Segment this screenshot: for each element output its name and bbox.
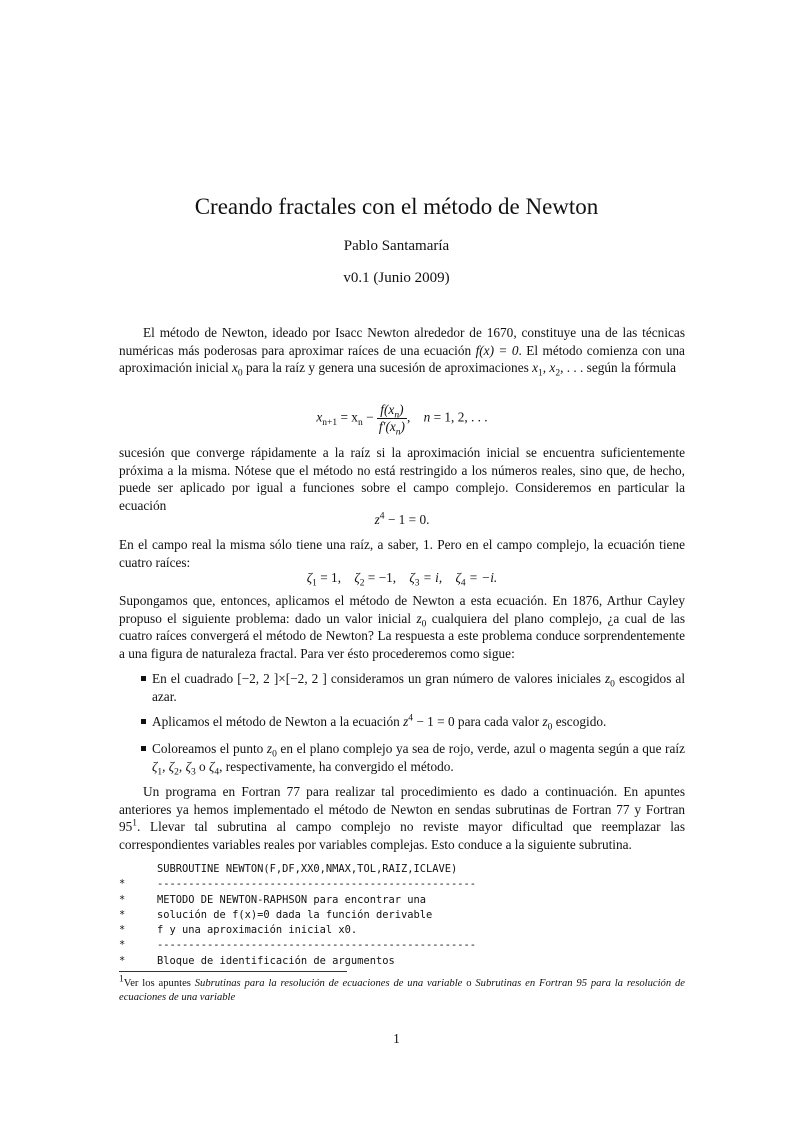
paragraph-cayley: Supongamos que, entonces, aplicamos el método de Newton a esta ecuación. En 1876, Arthur Cayley propuso el siguiente problema: dado un valor inicial $z_0$ cualquiera del plano complejo, ¿a cual de las cuatro raíces convergerá el método de Newton? La respuesta a este problema conduce sorprendentemente a una figura de naturaleza fractal. Para ver ésto procederemos como sigue: (119, 593, 685, 661)
list-item: En el cuadrado [−2, 2 ]×[−2, 2 ] consideramos un gran número de valores iniciales $z_0$ escogidos al azar. (119, 670, 685, 705)
paragraph-roots: En el campo real la misma sólo tiene una raíz, a saber, 1. Pero en el campo complejo, la ecuación tiene cuatro raíces: (119, 537, 685, 570)
code-line: * --------------------------------------------------- (119, 939, 477, 952)
bullet-icon (141, 676, 146, 681)
code-line: * METODO DE NEWTON-RAPHSON para encontrar una (119, 893, 426, 906)
roots-equation (119, 570, 685, 589)
root: $\zeta_3 = i$, (409, 570, 443, 589)
paragraph-intro: El método de Newton, ideado por Isacc Newton alrededor de 1670, constituye una de las técnicas numéricas más poderosas para aproximar raíces de una ecuación f(x) = 0. El método comienza con una aproximación inicial $x_0$ para la raíz y genera una sucesión de aproximaciones $x_1$, $x_2$, . . . según la fórmula (119, 325, 685, 379)
newton-formula: $x_{n+1} = x_n$ − $\frac{f(x_n)}{f'(x_n)}$ , n = 1, 2, . . . (316, 402, 488, 438)
document-version: v0.1 (Junio 2009) (343, 270, 450, 286)
root: $\zeta_1 = 1$, (306, 570, 342, 589)
bullet-icon (141, 719, 146, 724)
fraction: $\frac{f(x_n)}{f'(x_n)}$ (378, 402, 405, 438)
code-line: * solución de f(x)=0 dada la función derivable (119, 908, 433, 921)
paragraph-convergence: sucesión que converge rápidamente a la raíz si la aproximación inicial se encuentra suficientemente próxima a la misma. Nótese que el método no está restringido a los números reales, sino que, de hecho, puede ser aplicado por igual a funciones sobre el campo complejo. Consideremos en particular la ecuación (119, 445, 685, 513)
code-line: * f y una aproximación inicial x0. (119, 924, 358, 937)
footnote-ref: 1 (132, 818, 138, 829)
list-item: Aplicamos el método de Newton a la ecuación $z^4 - 1 = 0$ para cada valor $z_0$ escogido. (119, 713, 685, 731)
document-title: Creando fractales con el método de Newton (194, 194, 599, 219)
author-name: Pablo Santamaría (343, 238, 450, 254)
root: $\zeta_2 = -1$, (354, 570, 397, 589)
bullet-icon (141, 746, 146, 751)
procedure-list (119, 670, 685, 705)
equation-z4: $z^4 - 1 = 0$. (374, 511, 430, 527)
code-line: * --------------------------------------------------- (119, 878, 477, 891)
code-listing (119, 863, 685, 970)
footnote-divider (119, 971, 347, 972)
code-line: SUBROUTINE NEWTON(F,DF,XX0,NMAX,TOL,RAIZ,ICLAVE) (157, 863, 458, 875)
list-item: Coloreamos el punto $z_0$ en el plano complejo ya sea de rojo, verde, azul o magenta según a que raíz $\zeta_1$, $\zeta_2$, $\zeta_3$ o $\zeta_4$, respectivamente, ha convergido el método. (119, 740, 685, 775)
inline-math: f(x) = 0 (475, 342, 519, 358)
footnote: $^1$Ver los apuntes Subrutinas para la resolución de ecuaciones de una variable o Subrutinas en Fortran 95 para la resolución de ecuaciones de una variable (119, 974, 686, 1003)
root: $\zeta_4 = -i$. (455, 570, 498, 589)
paragraph-fortran: Un programa en Fortran 77 para realizar tal procedimiento es dado a continuación. En apuntes anteriores ya hemos implementado el método de Newton en sendas subrutinas de Fortran 77 y Fortran $95^1$. Llevar tal subrutina al campo complejo no reviste mayor dificultad que reemplazar las correspondientes variables reales por variables complejas. Esto conduce a la siguiente subrutina. (119, 784, 685, 852)
code-line: * Bloque de identificación de argumentos (119, 954, 395, 967)
page-number: 1 (393, 1031, 400, 1046)
